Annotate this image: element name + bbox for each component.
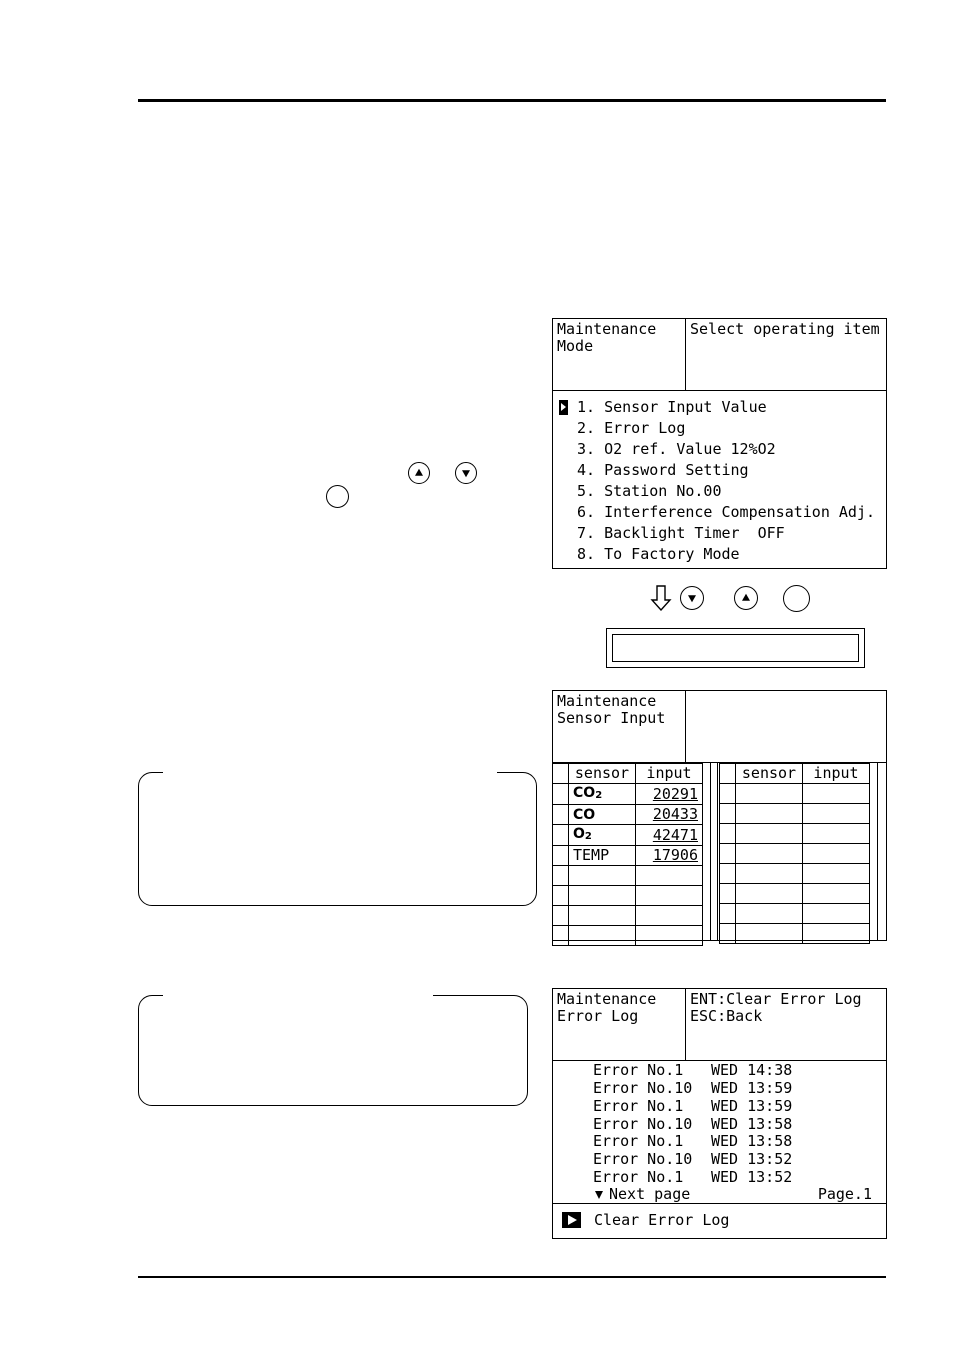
cursor-icon: [562, 1212, 581, 1228]
menu-item-password[interactable]: [553, 460, 886, 481]
next-page-link[interactable]: [593, 1185, 690, 1203]
menu-item-num: 2.: [577, 419, 596, 437]
menu-item-sensor-input[interactable]: [553, 397, 886, 418]
table-row: [720, 804, 870, 824]
error-number: Error No.10: [593, 1150, 693, 1168]
menu-item-label: O2 ref. Value 12%O2: [604, 440, 776, 458]
maintenance-menu-screen: [552, 318, 887, 569]
sensor-name: $CO_2$: [573, 785, 603, 801]
table-row: [720, 784, 870, 804]
sensor-name: TEMP: [573, 846, 610, 864]
next-page-label: Next page: [609, 1185, 691, 1203]
operation-box: [606, 628, 865, 668]
top-rule: [138, 99, 886, 102]
sensor-value: 20433: [652, 805, 698, 823]
sensor-value: 17906: [652, 846, 698, 864]
menu-item-label: Backlight Timer OFF: [604, 524, 785, 542]
up-key-icon: [408, 462, 430, 484]
col-input: input: [636, 764, 703, 784]
menu-item-num: 5.: [577, 482, 596, 500]
sensor-value: 42471: [652, 825, 698, 844]
note-box-error: [138, 995, 528, 1106]
menu-item-label: Sensor Input Value: [604, 398, 767, 416]
menu-header-left: Maintenance Mode: [553, 319, 686, 391]
table-divider: [710, 763, 718, 940]
error-header-left: Maintenance Error Log: [553, 989, 686, 1061]
sensor-name: CO: [573, 806, 596, 823]
error-number: Error No.1: [593, 1132, 684, 1150]
error-number: Error No.10: [593, 1115, 693, 1133]
col-input: input: [803, 764, 870, 784]
sensor-name: $O_2$: [573, 826, 592, 842]
error-time: WED 13:59: [711, 1079, 793, 1097]
table-edge: [877, 763, 888, 940]
table-row: [720, 904, 870, 924]
table-row: [553, 805, 703, 825]
clear-error-log-item[interactable]: [553, 1203, 886, 1239]
error-log-screen: [552, 988, 887, 1239]
menu-item-label: Station No.00: [604, 482, 722, 500]
menu-item-num: 1.: [577, 398, 596, 416]
error-list: [553, 1061, 886, 1204]
enter-key-icon: [326, 485, 349, 508]
down-triangle-icon: [595, 1191, 603, 1199]
sensor-header-right: [686, 691, 886, 763]
sensor-table-left: [552, 763, 703, 946]
error-time: WED 13:58: [711, 1132, 793, 1150]
note-box-sensor: [138, 772, 537, 906]
clear-error-log-label: Clear Error Log: [594, 1211, 730, 1229]
error-time: WED 13:58: [711, 1115, 793, 1133]
error-number: Error No.1: [593, 1168, 684, 1186]
menu-item-factory-mode[interactable]: [553, 544, 886, 565]
table-header-row: [720, 764, 870, 784]
down-arrow-icon: [650, 585, 672, 611]
error-number: Error No.1: [593, 1061, 684, 1079]
enter-key-icon: [783, 585, 810, 612]
page-indicator: Page.1: [817, 1185, 872, 1203]
col-sensor: sensor: [736, 764, 803, 784]
menu-item-label: Error Log: [604, 419, 686, 437]
down-key-icon: [455, 462, 477, 484]
menu-item-num: 4.: [577, 461, 596, 479]
up-key-icon: [734, 586, 758, 610]
table-row: [553, 886, 703, 906]
menu-item-label: Password Setting: [604, 461, 749, 479]
menu-item-station-no[interactable]: [553, 481, 886, 502]
table-header-row: [553, 764, 703, 784]
table-row: [720, 884, 870, 904]
menu-list: [553, 397, 886, 565]
cursor-icon: [559, 400, 568, 415]
menu-item-label: To Factory Mode: [604, 545, 740, 563]
error-number: Error No.10: [593, 1079, 693, 1097]
menu-item-error-log[interactable]: [553, 418, 886, 439]
table-row: [720, 864, 870, 884]
table-row: [720, 924, 870, 944]
menu-item-num: 3.: [577, 440, 596, 458]
error-time: WED 13:52: [711, 1168, 793, 1186]
sensor-table-right: [719, 763, 870, 944]
sensor-header-left: Maintenance Sensor Input: [553, 691, 686, 763]
menu-item-num: 6.: [577, 503, 596, 521]
table-row: [553, 906, 703, 926]
table-row: [720, 844, 870, 864]
menu-item-backlight[interactable]: [553, 523, 886, 544]
error-time: WED 13:59: [711, 1097, 793, 1115]
sensor-value: 20291: [652, 784, 698, 803]
menu-item-label: Interference Compensation Adj.: [604, 503, 876, 521]
col-sensor: sensor: [569, 764, 636, 784]
table-row: [553, 926, 703, 946]
table-row: [553, 846, 703, 866]
table-row: [720, 824, 870, 844]
sensor-input-screen: [552, 690, 887, 941]
menu-item-num: 8.: [577, 545, 596, 563]
error-time: WED 14:38: [711, 1061, 793, 1079]
menu-header-right: Select operating item: [686, 319, 886, 391]
menu-item-interference[interactable]: [553, 502, 886, 523]
error-header-right: ENT:Clear Error Log ESC:Back: [686, 989, 886, 1061]
error-time: WED 13:52: [711, 1150, 793, 1168]
table-row: [553, 866, 703, 886]
menu-item-o2-ref[interactable]: [553, 439, 886, 460]
table-row: [553, 825, 703, 846]
bottom-rule: [138, 1276, 886, 1278]
error-number: Error No.1: [593, 1097, 684, 1115]
menu-item-num: 7.: [577, 524, 596, 542]
table-row: [553, 784, 703, 805]
down-key-icon: [680, 586, 704, 610]
